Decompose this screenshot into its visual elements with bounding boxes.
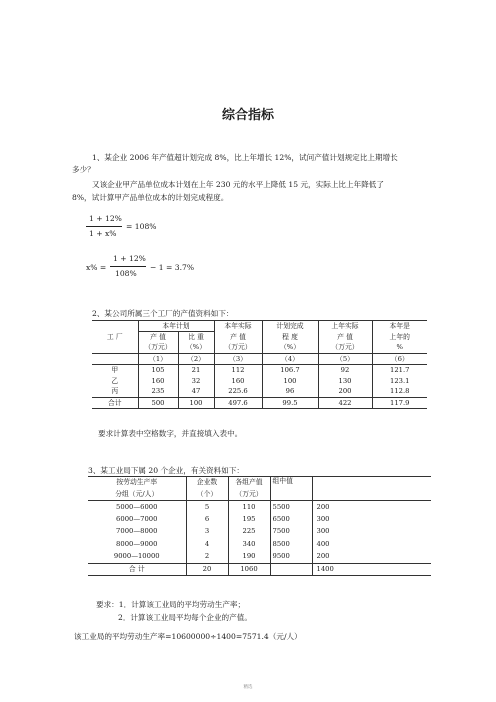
- cell: 99.5: [262, 398, 318, 409]
- cell: 190: [228, 551, 270, 564]
- total-label: 合计: [92, 398, 138, 409]
- cell: 100: [262, 376, 318, 387]
- index-cell: （1）: [138, 354, 178, 365]
- q2-intro: 2、某公司所属三个工厂的产值资料如下：: [92, 309, 234, 318]
- eq2-denominator: 108%: [115, 269, 137, 278]
- cell: 100: [178, 398, 214, 409]
- header-ratio-line1: 本年是: [389, 321, 410, 330]
- eq2-numerator: 1 + 12%: [113, 254, 146, 263]
- cell: 112: [214, 365, 262, 376]
- eq2-lhs: x% =: [86, 263, 107, 272]
- cell: 106.7: [262, 365, 318, 376]
- table-row: [88, 526, 431, 539]
- cell: 105: [138, 365, 178, 376]
- cell: 21: [178, 365, 214, 376]
- cell: 400: [316, 539, 330, 548]
- table-row: [88, 501, 431, 514]
- cell: 96: [262, 387, 318, 398]
- cell: 5: [186, 501, 228, 514]
- cell: 8500: [270, 538, 312, 551]
- table-row: [92, 376, 427, 387]
- group-cell: 8000—9000: [88, 538, 186, 551]
- header-extra-empty: [312, 477, 431, 501]
- header-count-line1: 企业数: [186, 477, 228, 489]
- header-actual-line1: 本年实际: [214, 321, 262, 332]
- q3-intro: 3、某工业局下属 20 个企业，有关资料如下：: [88, 466, 245, 475]
- q3-requirement-1: 要求：1．计算该工业局的平均劳动生产率；: [96, 600, 246, 609]
- q3-requirement-2: 2．计算该工业局平均每个企业的产值。: [118, 613, 252, 622]
- q2-note: 要求计算表中空格数字，并直接填入表中。: [98, 429, 243, 438]
- group-cell: 5000—6000: [88, 501, 186, 514]
- cell: 110: [228, 501, 270, 514]
- cell: 200: [318, 387, 372, 398]
- cell: 497.6: [214, 398, 262, 409]
- header-completion-line1: 计划完成: [262, 321, 318, 332]
- header-ratio-line2: 上年的: [389, 332, 410, 341]
- header-completion-line2: 程 度: [262, 332, 318, 343]
- header-ratio-line3: %: [396, 343, 403, 352]
- header-group-line1: 按劳动生产率: [88, 477, 186, 489]
- header-actual-line2: 产 值: [214, 332, 262, 343]
- eq1-denominator: 1 + x%: [89, 229, 117, 238]
- cell: 225: [228, 526, 270, 539]
- eq2-fraction-bar: [110, 266, 146, 267]
- cell: 117.9: [390, 398, 410, 407]
- q1-line3: 又该企业甲产品单位成本计划在上年 230 元的水平上降低 15 元，实际上比上年降低了: [92, 180, 384, 189]
- cell: 235: [138, 387, 178, 398]
- cell: 112.8: [390, 387, 410, 396]
- cell: 300: [316, 514, 330, 523]
- header-plan: 本年计划: [138, 321, 214, 332]
- index-cell: （6）: [390, 354, 409, 363]
- cell: 20: [186, 563, 228, 576]
- row-factory-name: 乙: [92, 376, 138, 387]
- table-row: [92, 387, 427, 398]
- cell: 2: [186, 551, 228, 564]
- header-output-line2: （万元）: [228, 489, 270, 501]
- cell: 6: [186, 513, 228, 526]
- eq1-numerator: 1 + 12%: [89, 214, 122, 223]
- cell: 7500: [270, 526, 312, 539]
- group-cell: 6000—7000: [88, 513, 186, 526]
- cell: 1060: [228, 563, 270, 576]
- header-midpoint: 组中值: [270, 477, 312, 501]
- index-cell: （2）: [178, 354, 214, 365]
- cell: 225.6: [214, 387, 262, 398]
- table-total-row: [88, 563, 431, 576]
- q3-answer: 该工业局的平均劳动生产率=10600000÷1400=7571.4（元/人）: [74, 632, 302, 641]
- cell: 195: [228, 513, 270, 526]
- table-row: [88, 538, 431, 551]
- q1-line4: 8%，试计算甲产品单位成本的计划完成程度。: [72, 193, 229, 202]
- page-title: 综合指标: [221, 108, 274, 123]
- row-factory-name: 丙: [92, 387, 138, 398]
- cell: 1400: [316, 564, 334, 573]
- q1-line1: 1、某企业 2006 年产值超计划完成 8%，比上年增长 12%，试问产值计划规定比上期增长: [92, 153, 398, 162]
- factory-output-table: [92, 320, 427, 409]
- cell: 500: [138, 398, 178, 409]
- table-row: [88, 513, 431, 526]
- equation-2: [110, 254, 150, 284]
- q1-line2: 多少？: [72, 165, 95, 174]
- cell: 130: [318, 376, 372, 387]
- footer-label: 精选: [243, 685, 253, 690]
- cell: 3: [186, 526, 228, 539]
- cell: 123.1: [390, 376, 410, 385]
- table-row: [92, 365, 427, 376]
- cell: 200: [316, 502, 330, 511]
- header-plan-value-line1: 产 值: [138, 332, 178, 343]
- table-row: [88, 551, 431, 564]
- header-output-line1: 各组产值: [228, 477, 270, 489]
- header-lastyear-line1: 上年实际: [318, 321, 372, 332]
- cell: 9500: [270, 551, 312, 564]
- cell: 6500: [270, 513, 312, 526]
- total-label: 合 计: [88, 563, 186, 576]
- header-completion-line3: （%）: [262, 343, 318, 354]
- header-plan-value-line2: （万元）: [138, 343, 178, 354]
- group-cell: 7000—8000: [88, 526, 186, 539]
- index-cell: （3）: [214, 354, 262, 365]
- index-cell: （4）: [262, 354, 318, 365]
- header-plan-ratio-line2: （%）: [178, 343, 214, 354]
- cell: 160: [214, 376, 262, 387]
- cell: 47: [178, 387, 214, 398]
- cell: 4: [186, 538, 228, 551]
- row-factory-name: 甲: [92, 365, 138, 376]
- labor-productivity-table: [88, 476, 431, 576]
- cell: 422: [318, 398, 372, 409]
- header-lastyear-line3: （万元）: [318, 343, 372, 354]
- eq1-rhs: = 108%: [126, 222, 157, 231]
- cell: [270, 563, 312, 576]
- index-empty: [92, 354, 138, 365]
- header-count-line2: （个）: [186, 489, 228, 501]
- cell: 121.7: [390, 365, 410, 374]
- eq1-fraction-bar: [86, 226, 122, 227]
- cell: 160: [138, 376, 178, 387]
- group-cell: 9000—10000: [88, 551, 186, 564]
- cell: 5500: [270, 501, 312, 514]
- index-cell: （5）: [318, 354, 372, 365]
- table-total-row: [92, 398, 427, 409]
- eq2-rhs: − 1 = 3.7%: [150, 263, 195, 272]
- header-factory: 工 厂: [92, 321, 138, 354]
- cell: 32: [178, 376, 214, 387]
- cell: 92: [318, 365, 372, 376]
- cell: 200: [316, 552, 330, 560]
- header-actual-line3: （万元）: [214, 343, 262, 354]
- cell: 340: [228, 538, 270, 551]
- header-group-line2: 分组（元/人）: [88, 489, 186, 501]
- header-lastyear-line2: 产 值: [318, 332, 372, 343]
- header-plan-ratio-line1: 比 重: [178, 332, 214, 343]
- cell: 300: [316, 527, 330, 536]
